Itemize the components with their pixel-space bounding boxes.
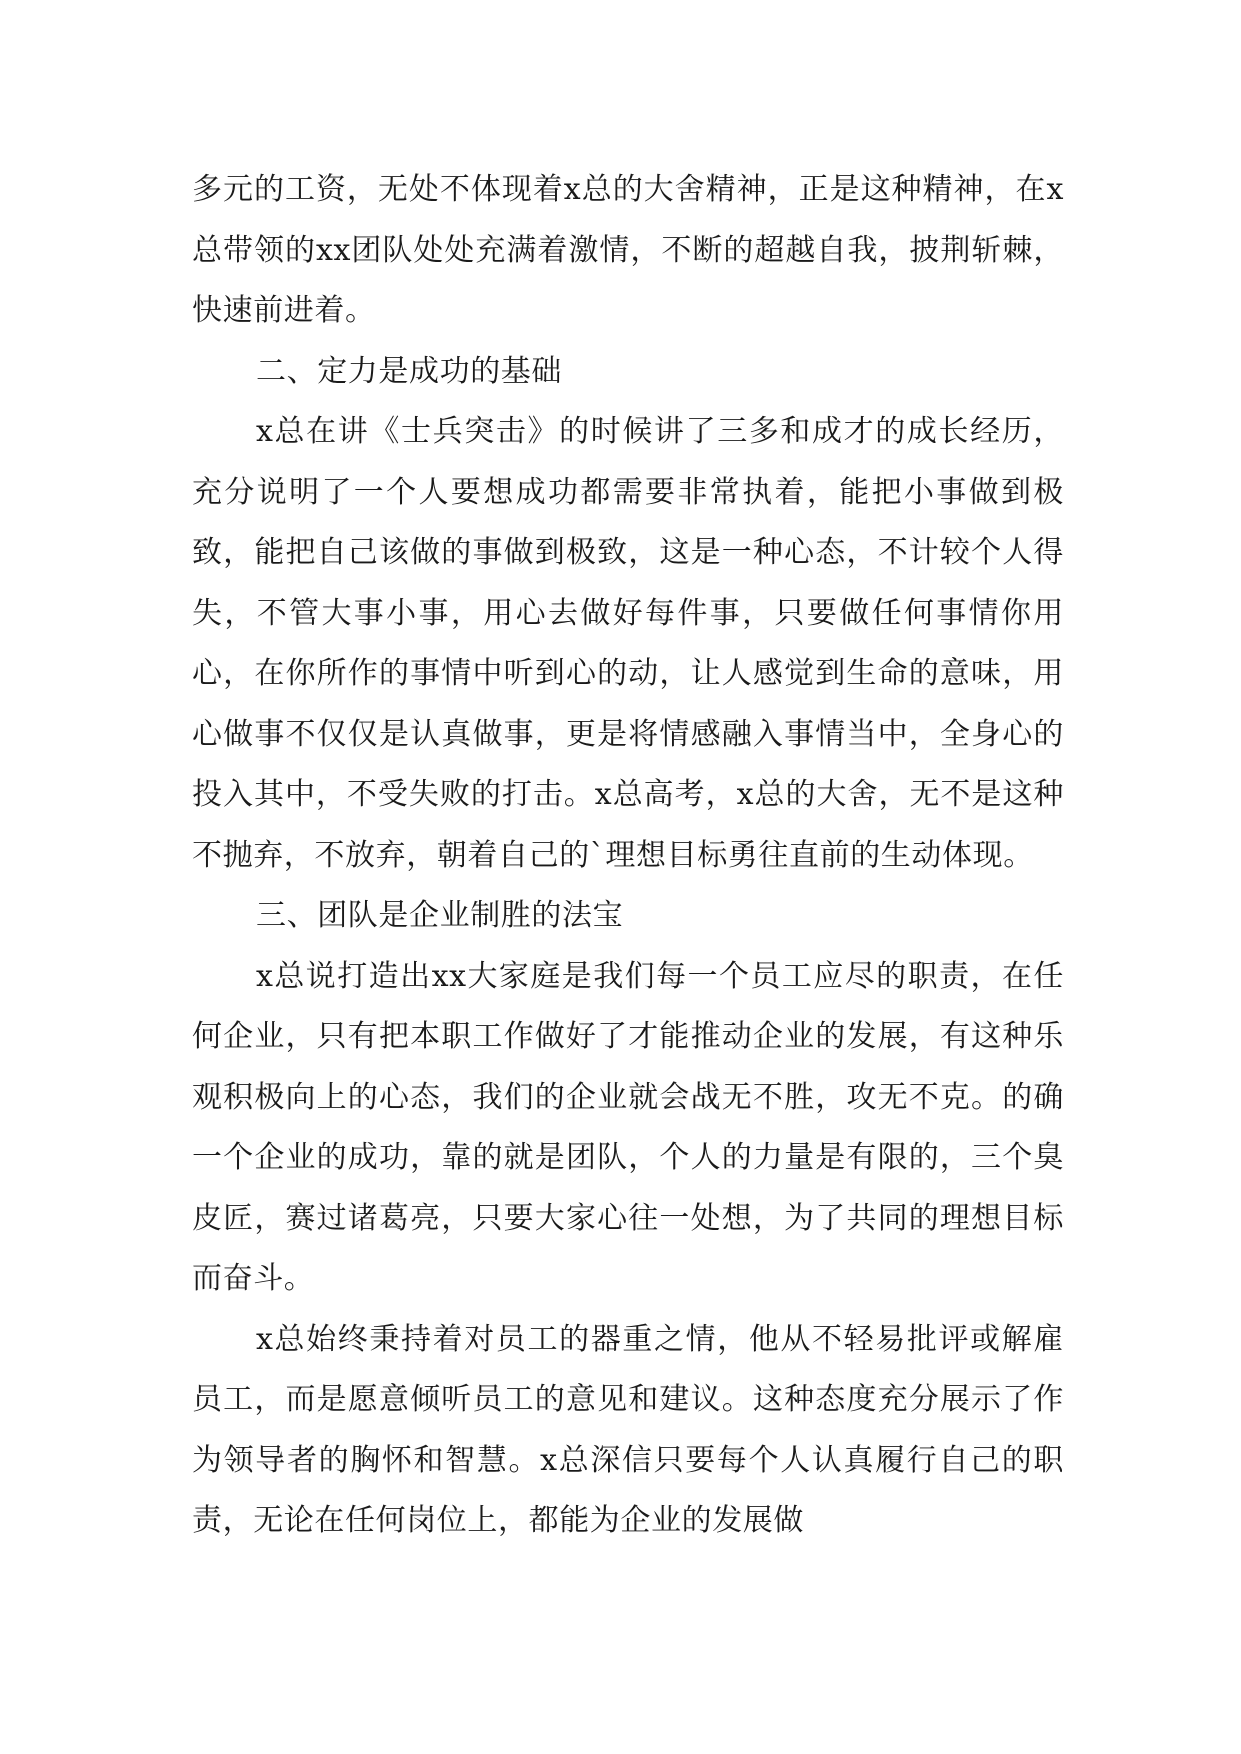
document-body xyxy=(192,160,1064,1552)
paragraph-team: x总说打造出xx大家庭是我们每一个员工应尽的职责，在任何企业，只有把本职工作做好了才能推动企业的发展，有这种乐观积极向上的心态，我们的企业就会战无不胜，攻无不克。的确一个企业的成功，靠的就是团队，个人的力量是有限的，三个臭皮匠，赛过诸葛亮，只要大家心往一处想，为了共同的理想目标而奋斗。 xyxy=(192,958,1064,1296)
section-heading-2: 二、定力是成功的基础 xyxy=(256,353,562,389)
paragraph-focus: x总在讲《士兵突击》的时候讲了三多和成才的成长经历，充分说明了一个人要想成功都需要非常执着，能把小事做到极致，能把自己该做的事做到极致，这是一种心态，不计较个人得失，不管大事小事，用心去做好每件事，只要做任何事情你用心，在你所作的事情中听到心的动，让人感觉到生命的意味，用心做事不仅仅是认真做事，更是将情感融入事情当中，全身心的投入其中，不受失败的打击。x总高考，x总的大舍，无不是这种不抛弃，不放弃，朝着自己的`理想目标勇往直前的生动体现。 xyxy=(192,414,1064,873)
paragraph-leadership: x总始终秉持着对员工的器重之情，他从不轻易批评或解雇员工，而是愿意倾听员工的意见和建议。这种态度充分展示了作为领导者的胸怀和智慧。x总深信只要每个人认真履行自己的职责，无论在任何岗位上，都能为企业的发展做 xyxy=(192,1321,1064,1538)
paragraph-continuation: 多元的工资，无处不体现着x总的大舍精神，正是这种精神，在x总带领的xx团队处处充满着激情，不断的超越自我，披荆斩棘，快速前进着。 xyxy=(192,172,1064,328)
section-heading-3: 三、团队是企业制胜的法宝 xyxy=(256,898,624,933)
